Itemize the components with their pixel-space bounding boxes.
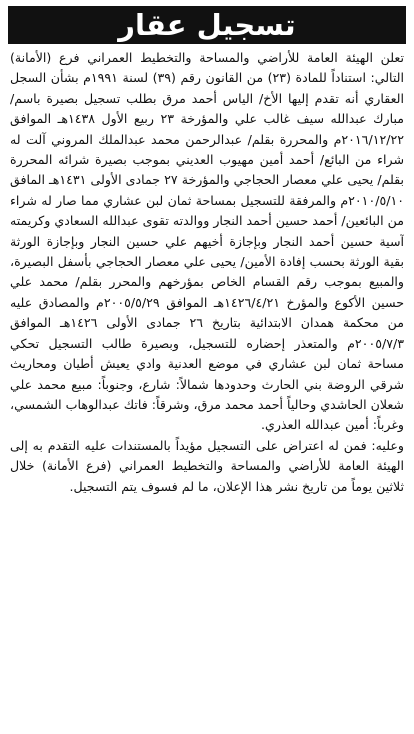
notice-paragraph-main: تعلن الهيئة العامة للأراضي والمساحة والتخطيط العمراني فرع (الأمانة) التالي: استناداً للمادة (٢٣) من القانون رقم (٣٩) لسنة ١٩٩١م بشأن السجل العقاري أنه تقدم إليها الأخ/ الياس أحمد مرق بطلب تسجيل بصيرة باسم/ مبارك عبدالله سيف غالب علي والمؤرخة ٢٣ ربيع الأول ١٤٣٨هـ الموافق ٢٠١٦/١٢/٢٢م والمحررة بقلم/ عبدالرحمن محمد عبدالملك المروني آلت له شراء من البائع/ أحمد أمين مهيوب العديني بموجب بصيرة شرائه المحررة بقلم/ يحيى علي معصار الحجاجي والمؤرخة ٢٧ جمادى الأولى ١٤٣١هـ المافق ٢٠١٠/٥/١٠م والمرفقة للتسجيل بمساحة ثمان لبن عشاري مما صار له شراء من البائعين/ أحمد حسين أحمد النجار ووالدته تقوى عبدالله السعادي وكريمته آسية حسين أحمد النجار وبإجازة أخيهم علي حسين النجار وبإجازة الورثة بقية الورثة بحسب إفادة الأمين/ يحيى علي معصار الحجاجي بأسفل البصيرة، والمبيع بموجب رقم القسام الخاص بمؤرخهم والمحرر بقلم/ محمد علي حسين الأكوع والمؤرخ ١٤٢٦/٤/٢١هـ الموافق ٢٠٠٥/٥/٢٩م والمصادق عليه من محكمة همدان الابتدائية بتاريخ ٢٦ جمادى الأولى ١٤٢٦هـ الموافق ٢٠٠٥/٧/٣م والمتعذر إحضاره للتسجيل، وبصيرة طالب التسجيل تحكي مساحة ثمان لبن عشاري في موضع العدنية وادي يعيش أطيان ومحاريث شرقي الروضة بني الحارث وحدودها شمالاً: شارع، وجنوباً: مبيع محمد علي شعلان الحاشدي وحالياً أحمد محمد مرق، وشرقاً: فاتك عبدالوهاب الشمسي، وغرباً: أمين عبدالله العذري. [10,50,404,433]
notice-title: تسجيل عقار [8,6,406,44]
notice-paragraph-objection: وعليه: فمن له اعتراض على التسجيل مؤيداً بالمستندات عليه التقدم به إلى الهيئة العامة للأراضي والمساحة والتخطيط العمراني (فرع الأمانة) خلال ثلاثين يوماً من تاريخ نشر هذا الإعلان، ما لم فسوف يتم التسجيل. [10,437,404,494]
notice-body [10,48,404,730]
